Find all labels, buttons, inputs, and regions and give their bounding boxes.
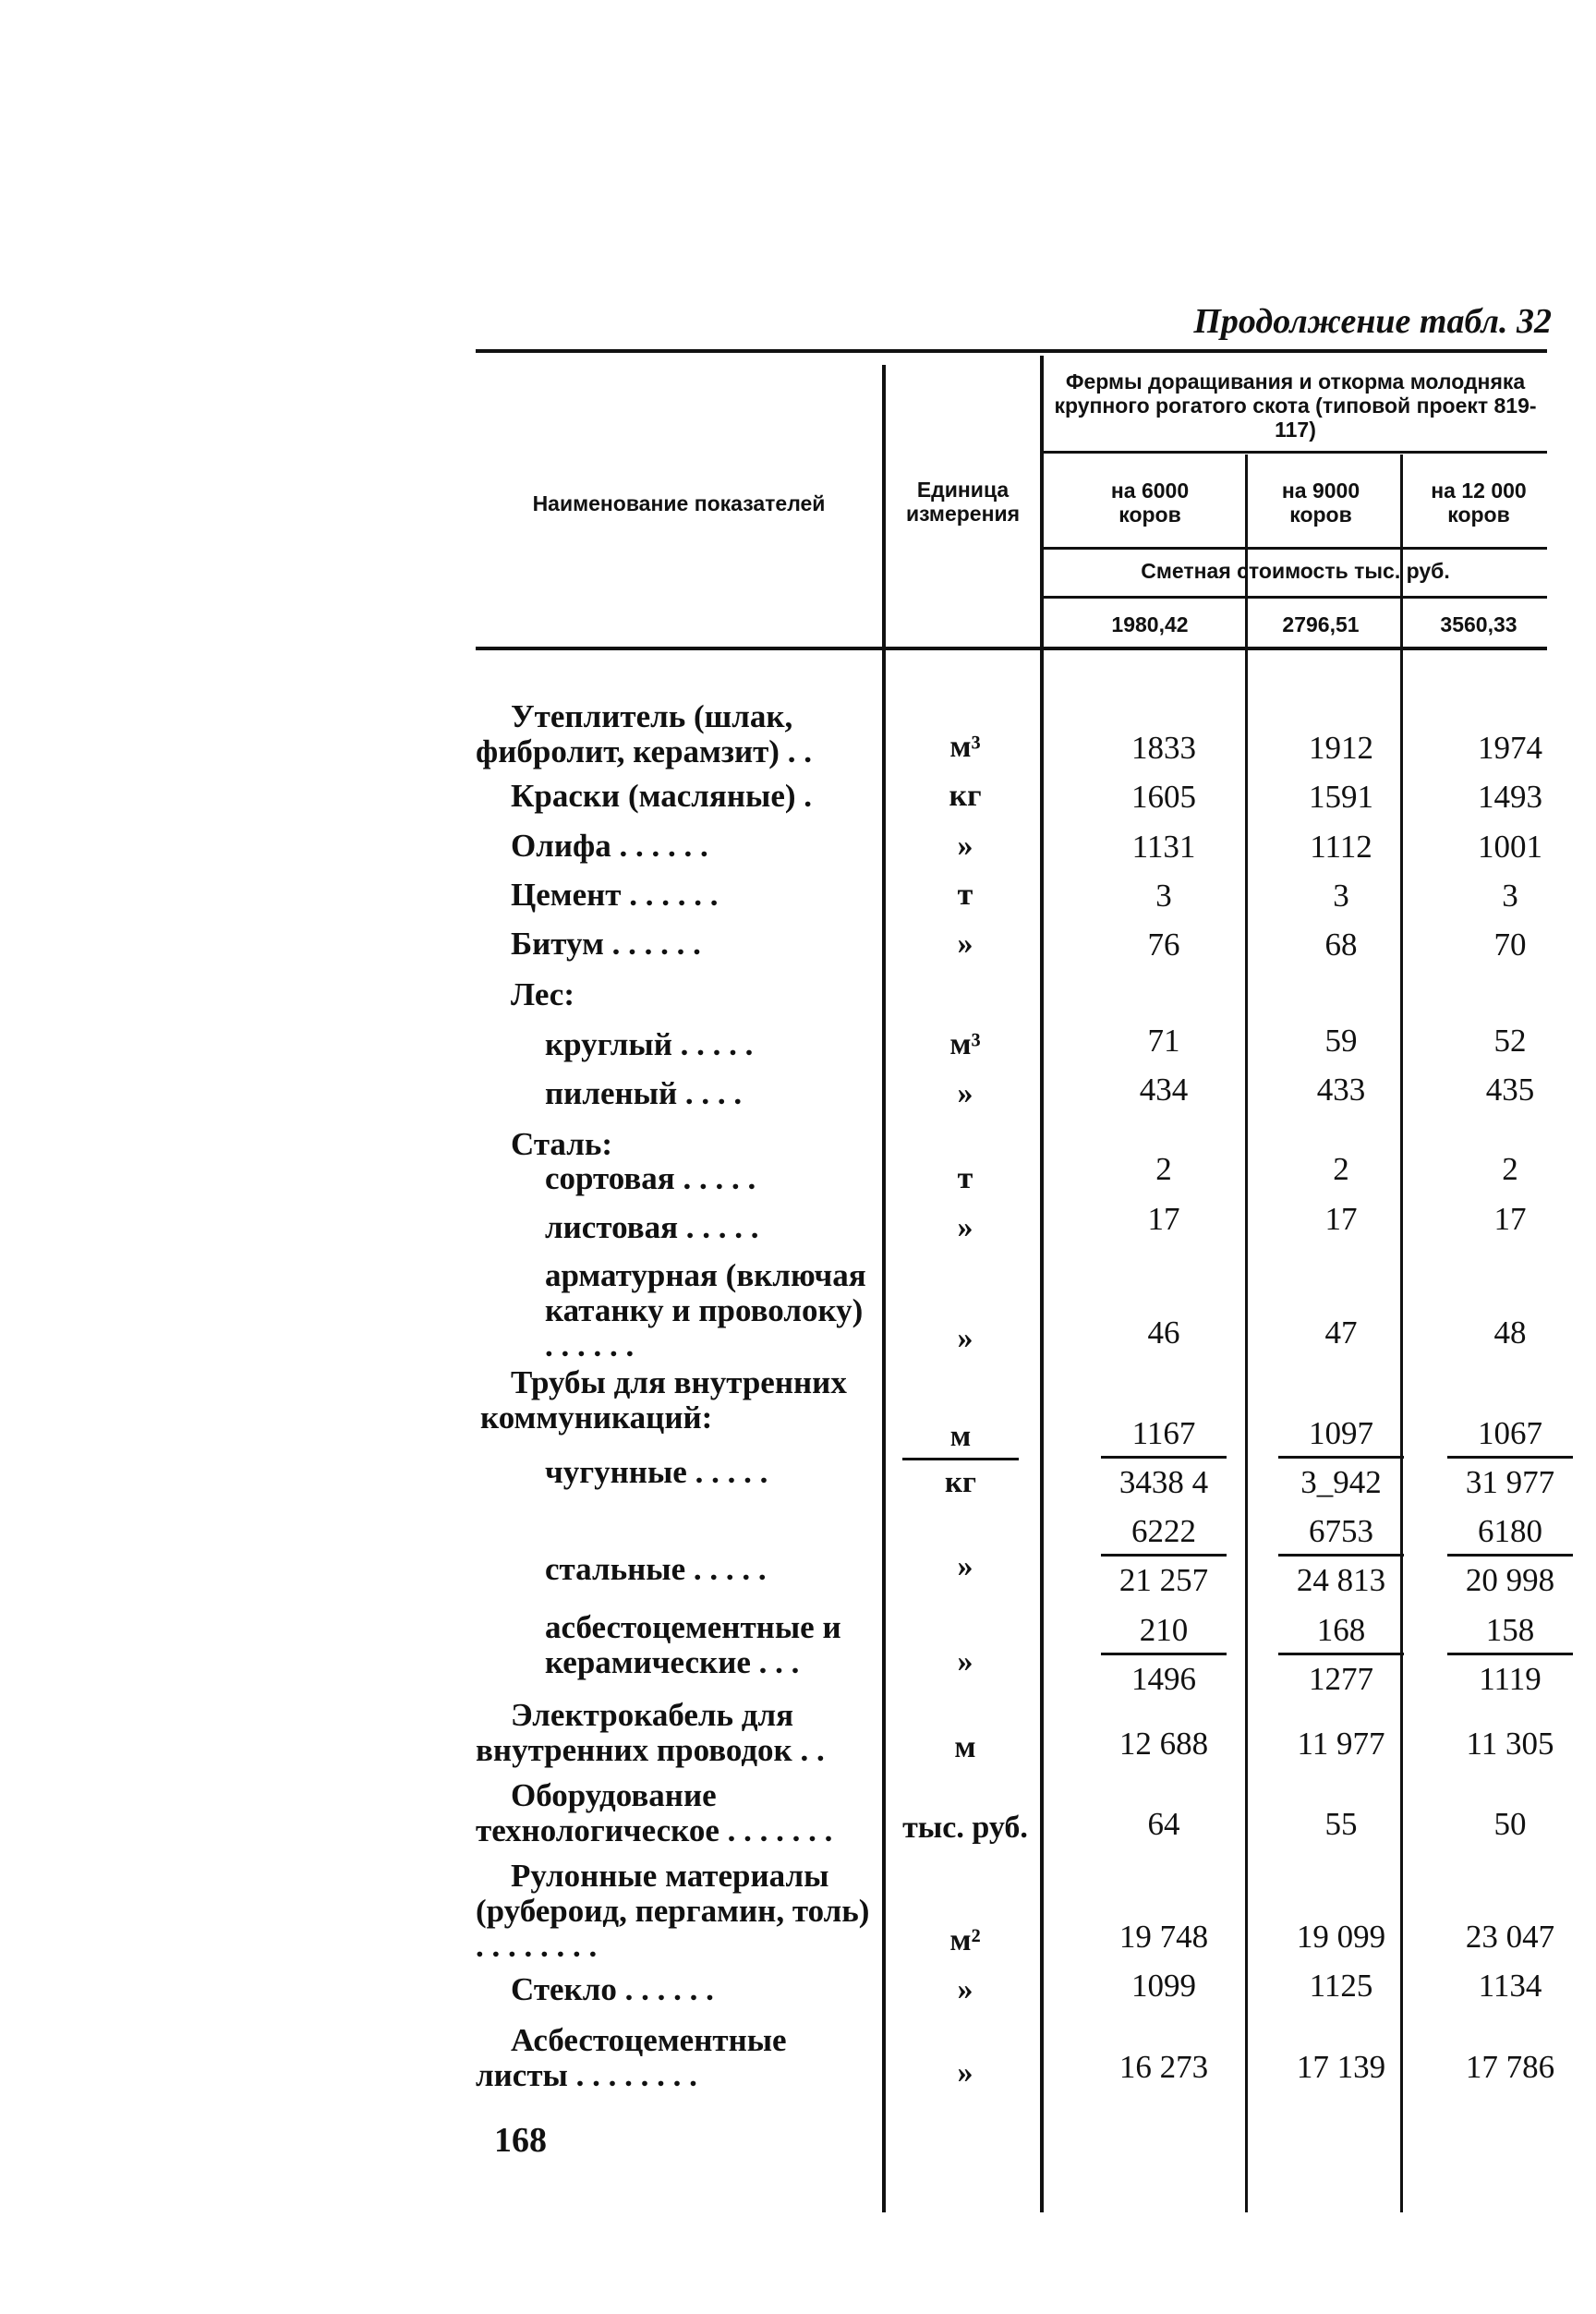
- row-unit: м: [954, 1730, 976, 1764]
- subcol-rule: [1044, 547, 1547, 550]
- header-cost-2: 2796,51: [1282, 612, 1360, 636]
- row-value-fraction: [1427, 1513, 1593, 1599]
- value-numerator: 1097: [1278, 1415, 1404, 1459]
- col-divider-1: [882, 365, 886, 2212]
- row-value: 17 786: [1465, 2049, 1555, 2085]
- row-value: 1591: [1309, 779, 1373, 815]
- row-name-insulation: Утеплитель (шлак, фибролит, керамзит) . .: [476, 698, 812, 769]
- row-value: 2: [1333, 1151, 1349, 1187]
- row-value: 2: [1155, 1151, 1172, 1187]
- row-name-asbestos-pipes: асбестоцементные и керамические . . .: [545, 1609, 841, 1680]
- row-unit: »: [957, 927, 973, 961]
- row-value: 1974: [1478, 730, 1542, 766]
- row-value: 17 139: [1296, 2049, 1386, 2085]
- row-name-cast-iron-pipes: чугунные . . . . .: [545, 1454, 768, 1490]
- row-value: 17: [1324, 1201, 1358, 1237]
- row-value: 1134: [1478, 1968, 1542, 2004]
- row-name-paints: Краски (масляные) .: [511, 778, 813, 814]
- row-value: 55: [1324, 1806, 1358, 1842]
- row-unit: »: [957, 1210, 973, 1244]
- header-subcol-2: на 9000 коров: [1281, 479, 1360, 527]
- row-name-steel-pipes: стальные . . . . .: [545, 1551, 767, 1587]
- row-name-cement: Цемент . . . . . .: [511, 877, 719, 913]
- value-numerator: 6753: [1278, 1513, 1404, 1557]
- row-value-fraction: [1081, 1415, 1247, 1501]
- row-unit: т: [957, 1161, 973, 1195]
- row-value: 48: [1493, 1314, 1527, 1351]
- row-value: 1605: [1131, 779, 1196, 815]
- row-value: 17: [1147, 1201, 1180, 1237]
- row-value: 1493: [1478, 779, 1542, 815]
- value-numerator: 1167: [1101, 1415, 1227, 1459]
- header-cost-label: Сметная стоимость тыс. руб.: [1141, 559, 1450, 583]
- row-value: 1001: [1478, 829, 1542, 865]
- row-value: 12 688: [1118, 1726, 1209, 1762]
- value-numerator: 210: [1101, 1612, 1227, 1655]
- value-denominator: 20 998: [1465, 1562, 1555, 1598]
- row-name-drying-oil: Олифа . . . . . .: [511, 828, 708, 864]
- value-numerator: 6180: [1447, 1513, 1573, 1557]
- row-unit: кг: [949, 779, 982, 813]
- header-unit: Единица измерения: [905, 478, 1021, 526]
- row-value: 23 047: [1465, 1919, 1555, 1955]
- row-value: 52: [1493, 1023, 1527, 1059]
- row-value: 47: [1324, 1314, 1358, 1351]
- header-bottom-rule: [476, 647, 1547, 650]
- row-unit: »: [957, 1549, 973, 1583]
- unit-denominator: кг: [945, 1466, 976, 1499]
- value-numerator: 1067: [1447, 1415, 1573, 1459]
- row-unit: »: [957, 1644, 973, 1678]
- row-name-rebar: арматурная (включая катанку и проволоку) . . . . . .: [545, 1257, 866, 1363]
- value-denominator: 1496: [1131, 1661, 1196, 1697]
- unit-numerator: м: [902, 1420, 1019, 1460]
- row-value: 19 099: [1296, 1919, 1386, 1955]
- header-subcol-1: на 6000 коров: [1110, 479, 1190, 527]
- row-name-cable: Электрокабель для внутренних проводок . .: [476, 1697, 825, 1768]
- header-cost-1: 1980,42: [1111, 612, 1189, 636]
- row-value: 3: [1502, 878, 1518, 914]
- value-denominator: 1277: [1309, 1661, 1373, 1697]
- header-subcol-3: на 12 000 коров: [1431, 479, 1527, 527]
- row-value: 3: [1333, 878, 1349, 914]
- row-value: 50: [1493, 1806, 1527, 1842]
- row-value: 435: [1485, 1072, 1535, 1108]
- row-value: 68: [1324, 927, 1358, 963]
- row-unit: м³: [949, 1027, 981, 1061]
- row-unit: »: [957, 1076, 973, 1110]
- row-value-fraction: [1081, 1612, 1247, 1698]
- row-value-fraction: [1427, 1612, 1593, 1698]
- row-name-sawn-timber: пиленый . . . .: [545, 1075, 743, 1111]
- row-value: 1112: [1310, 829, 1372, 865]
- row-value: 59: [1324, 1023, 1358, 1059]
- row-value: 64: [1147, 1806, 1180, 1842]
- value-denominator: 1119: [1479, 1661, 1542, 1697]
- row-name-equipment: Оборудование технологическое . . . . . . .: [476, 1777, 833, 1848]
- row-unit: »: [957, 1321, 973, 1355]
- row-value: 70: [1493, 927, 1527, 963]
- row-value: 1125: [1309, 1968, 1373, 2004]
- row-value: 1099: [1131, 1968, 1196, 2004]
- row-value: 433: [1316, 1072, 1366, 1108]
- row-unit: м³: [949, 730, 981, 764]
- row-value: 3: [1155, 878, 1172, 914]
- row-name-round-timber: круглый . . . . .: [545, 1026, 754, 1062]
- row-name-bitumen: Битум . . . . . .: [511, 926, 701, 962]
- value-denominator: 3_942: [1300, 1464, 1382, 1500]
- row-unit: »: [957, 829, 973, 863]
- row-name-sheet-steel: листовая . . . . .: [545, 1209, 759, 1245]
- row-unit: »: [957, 2055, 973, 2090]
- page-number: 168: [494, 2121, 547, 2160]
- row-value: 17: [1493, 1201, 1527, 1237]
- row-unit-fraction: [882, 1420, 1039, 1500]
- row-unit: »: [957, 1972, 973, 2006]
- value-numerator: 158: [1447, 1612, 1573, 1655]
- cost-rule: [1044, 596, 1547, 599]
- row-value-fraction: [1258, 1612, 1424, 1698]
- row-value: 2: [1502, 1151, 1518, 1187]
- value-denominator: 21 257: [1118, 1562, 1209, 1598]
- row-value: 19 748: [1118, 1919, 1209, 1955]
- row-value: 1912: [1309, 730, 1373, 766]
- row-value: 11 977: [1297, 1726, 1385, 1762]
- value-denominator: 31 977: [1465, 1464, 1555, 1500]
- value-numerator: 6222: [1101, 1513, 1227, 1557]
- row-value: 1131: [1131, 829, 1196, 865]
- header-cost-3: 3560,33: [1440, 612, 1517, 636]
- row-value-fraction: [1258, 1415, 1424, 1501]
- value-numerator: 168: [1278, 1612, 1404, 1655]
- row-name-roll-materials: Рулонные материалы (рубероид, пергамин, толь) . . . . . . . .: [476, 1858, 870, 1964]
- value-denominator: 3438 4: [1118, 1464, 1209, 1500]
- row-value-fraction: [1258, 1513, 1424, 1599]
- row-value-fraction: [1427, 1415, 1593, 1501]
- group-rule: [1044, 451, 1547, 454]
- value-denominator: 24 813: [1296, 1562, 1386, 1598]
- header-group-title: Фермы доращивания и откорма молодняка крупного рогатого скота (типовой проект 819-117): [1054, 370, 1537, 442]
- row-value: 11 305: [1466, 1726, 1554, 1762]
- header-top-rule: [476, 349, 1547, 353]
- table-caption: Продолжение табл. 32: [1193, 302, 1552, 341]
- row-value: 46: [1147, 1314, 1180, 1351]
- row-unit: м²: [949, 1923, 981, 1957]
- header-name: Наименование показателей: [532, 491, 826, 515]
- row-name-asbestos-sheets: Асбестоцементные листы . . . . . . . .: [476, 2022, 787, 2093]
- row-name-section-steel: сортовая . . . . .: [545, 1160, 756, 1196]
- row-name-steel: Сталь:: [511, 1126, 613, 1162]
- row-value: 16 273: [1118, 2049, 1209, 2085]
- row-value: 76: [1147, 927, 1180, 963]
- row-value-fraction: [1081, 1513, 1247, 1599]
- row-name-timber: Лес:: [511, 976, 574, 1012]
- row-name-glass: Стекло . . . . . .: [511, 1971, 714, 2007]
- row-value: 1833: [1131, 730, 1196, 766]
- row-name-pipes: Трубы для внутренних коммуникаций:: [480, 1364, 847, 1436]
- col-divider-2: [1040, 356, 1044, 2212]
- row-unit: т: [957, 878, 973, 912]
- row-value: 71: [1147, 1023, 1180, 1059]
- row-value: 434: [1139, 1072, 1189, 1108]
- row-unit: тыс. руб.: [902, 1811, 1028, 1845]
